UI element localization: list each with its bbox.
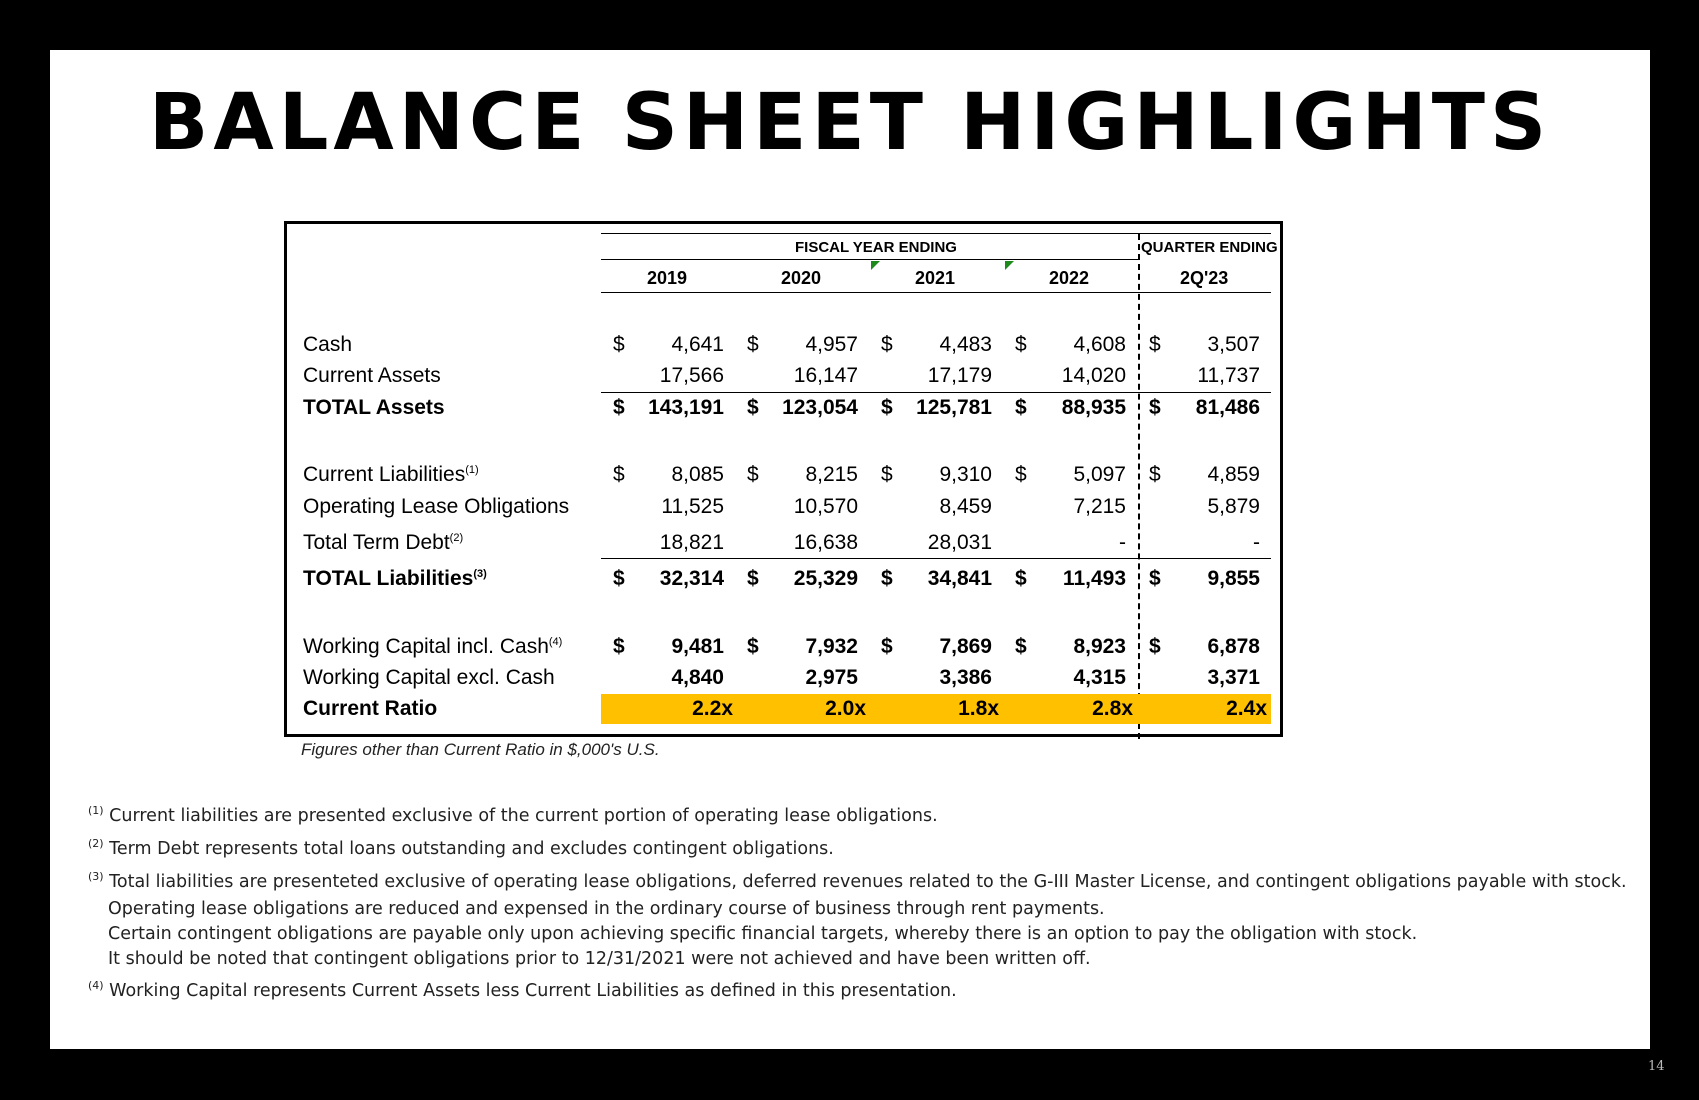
col-header-2021: 2021 (915, 268, 956, 288)
dollar-sign: $ (881, 635, 893, 658)
cell-operating-lease-1: 10,570 (793, 495, 858, 518)
cell-current-ratio-2: 1.8x (958, 697, 999, 720)
dollar-sign: $ (1149, 333, 1161, 356)
cell-current-liabilities-0: 8,085 (671, 463, 724, 486)
cell-term-debt-0: 18,821 (659, 531, 724, 554)
header-mid-rule (601, 259, 1138, 260)
cell-current-ratio-0: 2.2x (692, 697, 733, 720)
dollar-sign: $ (1015, 463, 1027, 486)
cell-operating-lease-4: 5,879 (1207, 495, 1260, 518)
cell-current-assets-2: 17,179 (927, 364, 992, 387)
cell-current-liabilities-2: 9,310 (939, 463, 992, 486)
cell-current-ratio-3: 2.8x (1092, 697, 1133, 720)
row-label-current-liabilities: Current Liabilities$^{(1)}$ (303, 463, 479, 486)
cell-wc-excl-3: 4,315 (1073, 666, 1126, 689)
dollar-sign: $ (1015, 333, 1027, 356)
footnote-3: $^{(3)}$ Total liabilities are presenteted exclusive of operating lease obligations, deferred revenues related to the G-III Master License, and contingent obligations payable with stock. (88, 870, 1627, 892)
cell-cash-4: 3,507 (1207, 333, 1260, 356)
cell-wc-excl-0: 4,840 (671, 666, 724, 689)
dollar-sign: $ (613, 635, 625, 658)
dollar-sign: $ (747, 463, 759, 486)
col-header-2022: 2022 (1049, 268, 1090, 288)
row-label-wc-excl: Working Capital excl. Cash (303, 666, 555, 689)
dollar-sign: $ (1015, 635, 1027, 658)
dollar-sign: $ (1015, 567, 1027, 590)
cell-cash-1: 4,957 (805, 333, 858, 356)
footnote-3-line-2: Operating lease obligations are reduced and expensed in the ordinary course of business through rent payments. (108, 899, 1105, 919)
cell-current-ratio-4: 2.4x (1226, 697, 1267, 720)
dollar-sign: $ (1149, 463, 1161, 486)
cell-current-ratio-1: 2.0x (825, 697, 866, 720)
dollar-sign: $ (613, 333, 625, 356)
cell-term-debt-4: - (1253, 531, 1260, 554)
table-note: Figures other than Current Ratio in $,000's U.S. (301, 740, 660, 759)
cell-term-debt-2: 28,031 (927, 531, 992, 554)
cell-current-assets-0: 17,566 (659, 364, 724, 387)
fiscal-year-header: FISCAL YEAR ENDING (795, 239, 957, 256)
dollar-sign: $ (1149, 396, 1161, 419)
dollar-sign: $ (747, 567, 759, 590)
header-bottom-rule (601, 292, 1271, 293)
cell-operating-lease-0: 11,525 (661, 495, 724, 518)
cell-cash-3: 4,608 (1073, 333, 1126, 356)
footnote-4: $^{(4)}$ Working Capital represents Current Assets less Current Liabilities as defined in this presentation. (88, 979, 957, 1001)
cell-operating-lease-2: 8,459 (939, 495, 992, 518)
cell-wc-incl-2: 7,869 (939, 635, 992, 658)
row-label-operating-lease: Operating Lease Obligations (303, 495, 570, 518)
dollar-sign: $ (747, 396, 759, 419)
dollar-sign: $ (881, 396, 893, 419)
cell-wc-incl-1: 7,932 (805, 635, 858, 658)
page-title: BALANCE SHEET HIGHLIGHTS (148, 78, 1552, 168)
dollar-sign: $ (881, 463, 893, 486)
dollar-sign: $ (747, 635, 759, 658)
col-header-2019: 2019 (647, 268, 688, 288)
dollar-sign: $ (881, 567, 893, 590)
cell-current-assets-1: 16,147 (793, 364, 858, 387)
footnote-3-line-3: Certain contingent obligations are payable only upon achieving specific financial targets, whereby there is an option to pay the obligation with stock. (108, 924, 1418, 944)
row-label-current-ratio: Current Ratio (303, 697, 438, 720)
cell-wc-excl-1: 2,975 (805, 666, 858, 689)
row-label-term-debt: Total Term Debt$^{(2)}$ (303, 531, 464, 554)
cell-total-assets-3: 88,935 (1061, 396, 1126, 419)
cell-cash-2: 4,483 (939, 333, 992, 356)
row-label-total-liabilities: TOTAL Liabilities$^{(3)}$ (303, 567, 487, 590)
cell-total-liabilities-3: 11,493 (1062, 567, 1126, 590)
col-header-2q23: 2Q'23 (1180, 268, 1229, 288)
page-number: 14 (1648, 1059, 1665, 1074)
cell-term-debt-3: - (1119, 531, 1126, 554)
footnote-3-line-4: It should be noted that contingent obligations prior to 12/31/2021 were not achieved and have been written off. (108, 949, 1091, 969)
cell-wc-excl-4: 3,371 (1207, 666, 1260, 689)
cell-wc-incl-3: 8,923 (1073, 635, 1126, 658)
comment-marker-icon (871, 261, 880, 270)
cell-wc-excl-2: 3,386 (939, 666, 992, 689)
assets-total-rule (601, 392, 1271, 393)
cell-total-assets-1: 123,054 (782, 396, 858, 419)
col-header-2020: 2020 (781, 268, 822, 288)
row-label-total-assets: TOTAL Assets (303, 396, 445, 419)
comment-marker-icon (1005, 261, 1014, 270)
row-label-cash: Cash (303, 333, 353, 356)
cell-current-assets-4: 11,737 (1197, 364, 1260, 387)
cell-current-liabilities-3: 5,097 (1073, 463, 1126, 486)
cell-total-liabilities-2: 34,841 (927, 567, 992, 590)
cell-total-liabilities-1: 25,329 (793, 567, 858, 590)
row-label-wc-incl: Working Capital incl. Cash$^{(4)}$ (303, 635, 563, 658)
cell-current-liabilities-4: 4,859 (1207, 463, 1260, 486)
cell-operating-lease-3: 7,215 (1073, 495, 1126, 518)
dollar-sign: $ (613, 567, 625, 590)
dollar-sign: $ (1149, 635, 1161, 658)
cell-term-debt-1: 16,638 (793, 531, 858, 554)
footnote-1: $^{(1)}$ Current liabilities are presented exclusive of the current portion of operating lease obligations. (88, 804, 938, 826)
cell-total-assets-2: 125,781 (916, 396, 992, 419)
quarter-header: QUARTER ENDING (1141, 239, 1278, 256)
cell-total-assets-4: 81,486 (1195, 396, 1260, 419)
dollar-sign: $ (613, 463, 625, 486)
dollar-sign: $ (1149, 567, 1161, 590)
cell-total-liabilities-0: 32,314 (659, 567, 724, 590)
footnote-2: $^{(2)}$ Term Debt represents total loans outstanding and excludes contingent obligations. (88, 837, 834, 859)
cell-current-liabilities-1: 8,215 (805, 463, 858, 486)
row-label-current-assets: Current Assets (303, 364, 441, 387)
dollar-sign: $ (881, 333, 893, 356)
cell-total-assets-0: 143,191 (648, 396, 724, 419)
dollar-sign: $ (1015, 396, 1027, 419)
liabilities-total-rule (601, 558, 1271, 559)
cell-current-assets-3: 14,020 (1061, 364, 1126, 387)
cell-total-liabilities-4: 9,855 (1207, 567, 1260, 590)
cell-wc-incl-4: 6,878 (1207, 635, 1260, 658)
cell-cash-0: 4,641 (671, 333, 724, 356)
header-top-rule (601, 233, 1271, 234)
dollar-sign: $ (747, 333, 759, 356)
cell-wc-incl-0: 9,481 (671, 635, 724, 658)
dollar-sign: $ (613, 396, 625, 419)
